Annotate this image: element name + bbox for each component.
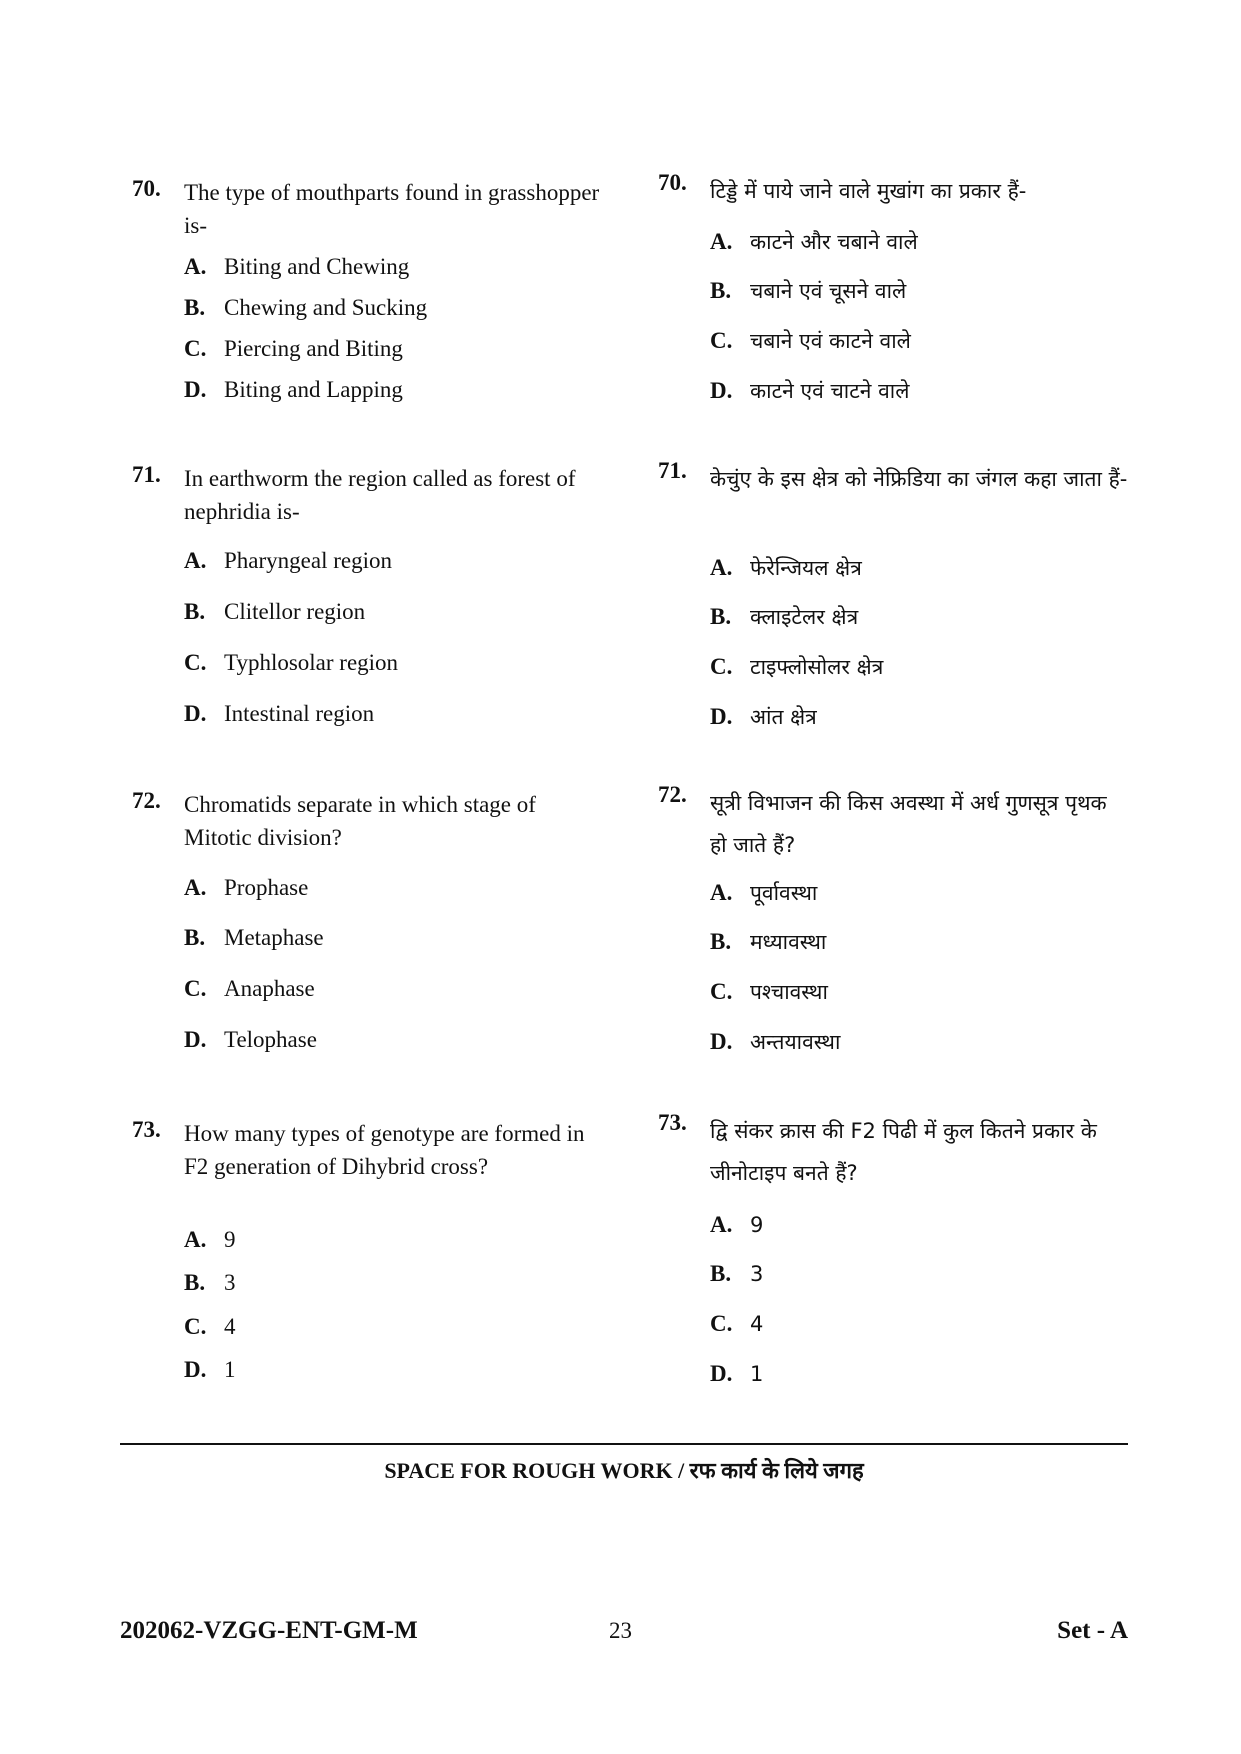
rough-work-label: SPACE FOR ROUGH WORK / रफ कार्य के लिये जगह bbox=[384, 1458, 864, 1483]
option-c[interactable]: C. 4 bbox=[184, 1314, 236, 1339]
option-b[interactable]: B. Chewing and Sucking bbox=[184, 295, 428, 320]
option-c[interactable]: C. टाइफ्लोसोलर क्षेत्र bbox=[710, 654, 884, 679]
option-a[interactable]: A. Pharyngeal region bbox=[184, 548, 392, 573]
option-b[interactable]: B. Clitellor region bbox=[184, 599, 366, 624]
set-label: Set - A bbox=[1057, 1617, 1128, 1644]
option-b[interactable]: B. 3 bbox=[710, 1261, 764, 1286]
option-a[interactable]: A. Prophase bbox=[184, 875, 309, 900]
option-d[interactable]: D. आंत क्षेत्र bbox=[710, 704, 817, 729]
option-c[interactable]: C. 4 bbox=[710, 1311, 764, 1336]
option-b[interactable]: B. मध्यावस्था bbox=[710, 929, 827, 954]
option-a[interactable]: A. 9 bbox=[184, 1227, 236, 1252]
option-c[interactable]: C. Anaphase bbox=[184, 976, 315, 1001]
option-a[interactable]: A. Biting and Chewing bbox=[184, 254, 410, 279]
option-b[interactable]: B. Metaphase bbox=[184, 925, 324, 950]
question-text: Chromatids separate in which stage of Mitotic division? bbox=[184, 792, 536, 850]
option-d[interactable]: D. अन्तयावस्था bbox=[710, 1029, 841, 1054]
question-text: टिड्डे में पाये जाने वाले मुखांग का प्रकार हैं- bbox=[710, 179, 1027, 203]
question-number: 71. bbox=[132, 462, 161, 487]
option-c[interactable]: C. Typhlosolar region bbox=[184, 650, 399, 675]
option-b[interactable]: B. चबाने एवं चूसने वाले bbox=[710, 278, 907, 303]
option-d[interactable]: D. Biting and Lapping bbox=[184, 377, 403, 402]
question-number: 72. bbox=[132, 788, 161, 813]
option-d[interactable]: D. 1 bbox=[184, 1357, 236, 1382]
divider-line bbox=[120, 1443, 1128, 1445]
question-number: 72. bbox=[658, 782, 687, 807]
option-b[interactable]: B. क्लाइटेलर क्षेत्र bbox=[710, 604, 859, 629]
question-number: 70. bbox=[132, 176, 161, 201]
question-text: In earthworm the region called as forest of nephridia is- bbox=[184, 466, 576, 524]
option-d[interactable]: D. काटने एवं चाटने वाले bbox=[710, 378, 910, 403]
option-c[interactable]: C. पश्चावस्था bbox=[710, 979, 828, 1004]
question-text: द्वि संकर क्रास की F2 पिढी में कुल कितने प्रकार के जीनोटाइप बनते हैं? bbox=[710, 1119, 1097, 1185]
option-a[interactable]: A. काटने और चबाने वाले bbox=[710, 229, 918, 254]
option-c[interactable]: C. चबाने एवं काटने वाले bbox=[710, 328, 911, 353]
question-number: 73. bbox=[658, 1110, 687, 1135]
option-c[interactable]: C. Piercing and Biting bbox=[184, 336, 403, 361]
option-a[interactable]: A. पूर्वावस्था bbox=[710, 880, 818, 905]
option-d[interactable]: D. Telophase bbox=[184, 1027, 317, 1052]
question-text: सूत्री विभाजन की किस अवस्था में अर्ध गुणसूत्र पृथक हो जाते हैं? bbox=[710, 791, 1107, 857]
option-d[interactable]: D. 1 bbox=[710, 1361, 764, 1386]
page-number: 23 bbox=[609, 1618, 632, 1643]
question-number: 73. bbox=[132, 1117, 161, 1142]
option-b[interactable]: B. 3 bbox=[184, 1270, 236, 1295]
question-text: The type of mouthparts found in grasshopper is- bbox=[184, 180, 600, 238]
question-text: How many types of genotype are formed in F2 generation of Dihybrid cross? bbox=[184, 1121, 585, 1179]
question-text: केचुंए के इस क्षेत्र को नेफ्रिडिया का जंगल कहा जाता हैं- bbox=[710, 467, 1128, 491]
option-d[interactable]: D. Intestinal region bbox=[184, 701, 375, 726]
option-a[interactable]: A. 9 bbox=[710, 1212, 764, 1237]
question-number: 71. bbox=[658, 458, 687, 483]
paper-code: 202062-VZGG-ENT-GM-M bbox=[120, 1617, 418, 1644]
question-number: 70. bbox=[658, 170, 687, 195]
option-a[interactable]: A. फेरेन्जियल क्षेत्र bbox=[710, 555, 862, 580]
